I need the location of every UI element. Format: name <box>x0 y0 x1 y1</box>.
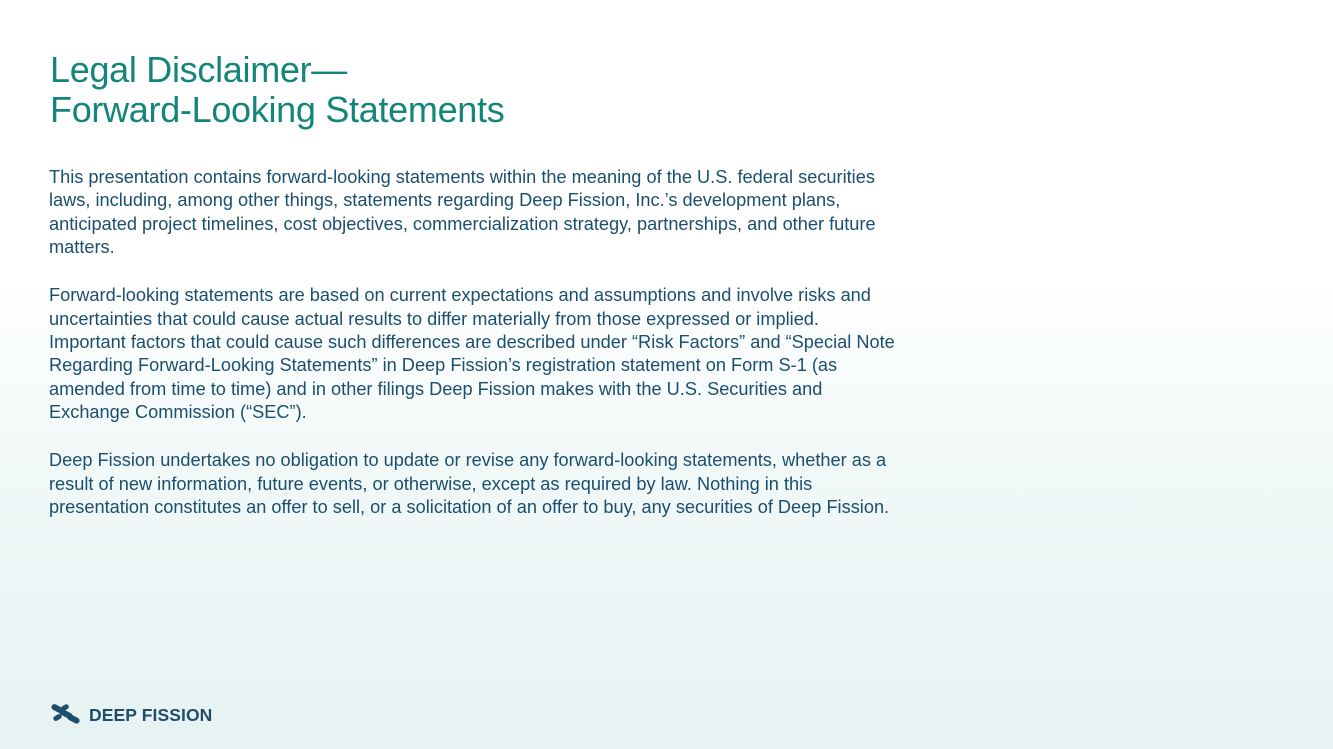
page-title-line-1: Legal Disclaimer— <box>50 49 347 90</box>
disclaimer-paragraph-1: This presentation contains forward-looking statements within the meaning of the U.S. federal securities laws, including, among other things, statements regarding Deep Fission, Inc.’s development plans, anticipated project timelines, cost objectives, commercialization strategy, partnerships, and other future matters. <box>49 167 876 258</box>
disclaimer-paragraph-3: Deep Fission undertakes no obligation to update or revise any forward-looking statements, whether as a result of new information, future events, or otherwise, except as required by law. Nothing in this presentation constitutes an offer to sell, or a solicitation of an offer to buy, any securities of Deep Fission. <box>49 450 890 518</box>
disclaimer-body <box>49 166 899 544</box>
disclaimer-paragraph-2: Forward-looking statements are based on current expectations and assumptions and involve risks and uncertainties that could cause actual results to differ materially from those expressed or implied. Important factors that could cause such differences are described under “Risk Factors” and “Special Note Regarding Forward-Looking Statements” in Deep Fission’s registration statement on Form S-1 (as amended from time to time) and in other filings Deep Fission makes with the U.S. Securities and Exchange Commission (“SEC”). <box>49 285 895 423</box>
logo-text: DEEP FISSION <box>89 704 213 725</box>
page-title <box>50 50 504 130</box>
company-logo <box>50 702 212 728</box>
deep-fission-logo-icon <box>50 703 82 727</box>
page-title-line-2: Forward-Looking Statements <box>50 89 505 130</box>
